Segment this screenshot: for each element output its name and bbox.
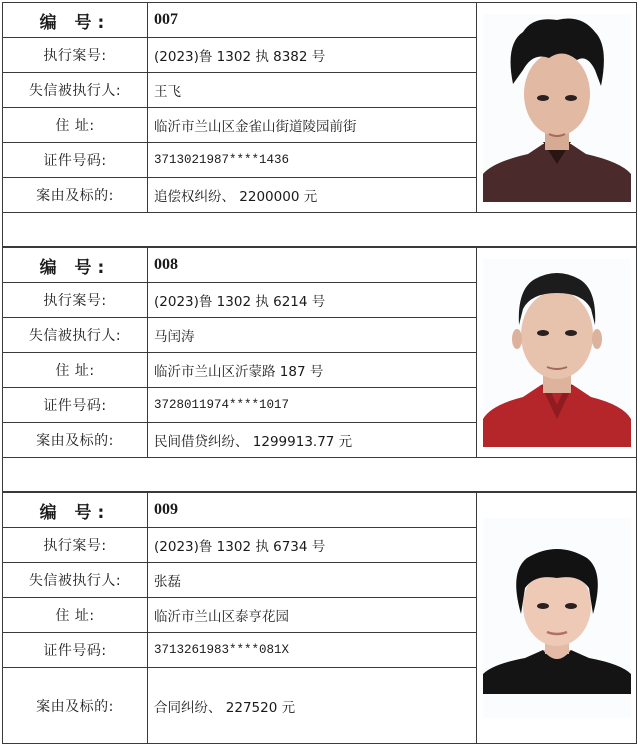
value-number: 009	[148, 493, 477, 528]
portrait-icon	[483, 259, 631, 447]
label-case-no: 执行案号:	[3, 38, 148, 73]
record-card-007	[2, 2, 637, 247]
label-id-no: 证件号码:	[3, 388, 148, 423]
row-number	[3, 3, 637, 38]
debtor-photo	[483, 14, 631, 202]
value-cause: 合同纠纷、 227520 元	[148, 668, 477, 744]
blank-spacer	[3, 458, 637, 492]
value-debtor: 张磊	[148, 563, 477, 598]
row-number	[3, 493, 637, 528]
label-cause: 案由及标的:	[3, 668, 148, 744]
label-number: 编 号:	[3, 248, 148, 283]
value-case-no: (2023)鲁 1302 执 6214 号	[148, 283, 477, 318]
record-card-009	[2, 492, 637, 744]
value-cause: 追偿权纠纷、 2200000 元	[148, 178, 477, 213]
label-case-no: 执行案号:	[3, 528, 148, 563]
record-card-008	[2, 247, 637, 492]
label-number: 编 号:	[3, 3, 148, 38]
portrait-icon	[483, 14, 631, 202]
value-case-no: (2023)鲁 1302 执 6734 号	[148, 528, 477, 563]
row-number	[3, 248, 637, 283]
photo-cell	[477, 3, 637, 213]
label-debtor: 失信被执行人:	[3, 318, 148, 353]
label-id-no: 证件号码:	[3, 143, 148, 178]
label-number: 编 号:	[3, 493, 148, 528]
label-address: 住 址:	[3, 598, 148, 633]
label-debtor: 失信被执行人:	[3, 563, 148, 598]
label-address: 住 址:	[3, 353, 148, 388]
value-id-no: 3713261983****081X	[148, 633, 477, 668]
label-debtor: 失信被执行人:	[3, 73, 148, 108]
debtor-photo	[483, 518, 631, 718]
label-address: 住 址:	[3, 108, 148, 143]
value-address: 临沂市兰山区沂蒙路 187 号	[148, 353, 477, 388]
value-debtor: 王飞	[148, 73, 477, 108]
label-id-no: 证件号码:	[3, 633, 148, 668]
value-address: 临沂市兰山区金雀山街道陵园前街	[148, 108, 477, 143]
value-number: 007	[148, 3, 477, 38]
value-number: 008	[148, 248, 477, 283]
value-debtor: 马闰涛	[148, 318, 477, 353]
blank-spacer	[3, 213, 637, 247]
portrait-icon	[483, 518, 631, 718]
value-address: 临沂市兰山区泰亨花园	[148, 598, 477, 633]
label-case-no: 执行案号:	[3, 283, 148, 318]
label-cause: 案由及标的:	[3, 423, 148, 458]
value-cause: 民间借贷纠纷、 1299913.77 元	[148, 423, 477, 458]
spacer-row	[3, 458, 637, 492]
value-id-no: 3713021987****1436	[148, 143, 477, 178]
photo-cell	[477, 493, 637, 744]
spacer-row	[3, 213, 637, 247]
label-cause: 案由及标的:	[3, 178, 148, 213]
dishonest-debtor-notice	[2, 2, 636, 744]
value-case-no: (2023)鲁 1302 执 8382 号	[148, 38, 477, 73]
photo-cell	[477, 248, 637, 458]
value-id-no: 3728011974****1017	[148, 388, 477, 423]
debtor-photo	[483, 259, 631, 447]
